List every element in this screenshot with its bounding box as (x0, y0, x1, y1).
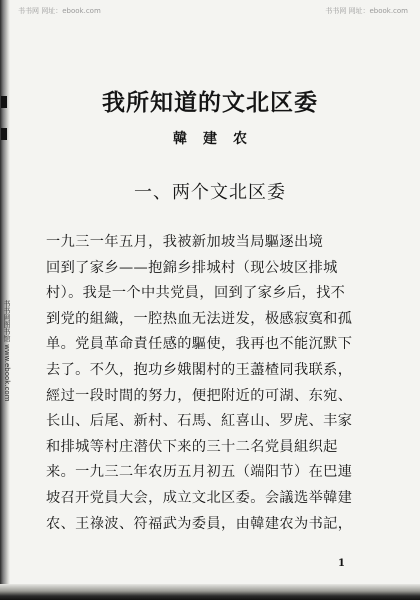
author-name: 韓建农 (173, 131, 263, 147)
body-line: 来。一九三二年农历五月初五（端阳节）在巴連 (46, 464, 353, 481)
body-line: 和排城等村庄潜伏下来的三十二名党員組织起 (46, 438, 338, 455)
page-number: 1 (338, 558, 345, 569)
section-heading: 一、两个文北区委 (134, 182, 286, 203)
page-bottom-edge (0, 584, 420, 600)
body-line: 到党的組織，一腔热血无法迸发，极感寂寞和孤 (46, 310, 353, 327)
top-watermark-left: 书书网 网址：ebook.com (18, 7, 101, 15)
top-watermark-right: 书书网 网址：ebook.com (325, 7, 408, 15)
body-line: 去了。不久，抱功乡娥閣村的王藎楂同我联系， (46, 361, 353, 378)
body-line: 农、王祿波、符福武为委員，由韓建农为书記， (46, 515, 353, 532)
article-title: 我所知道的文北区委 (102, 89, 318, 116)
body-line: 村）。我是一个中共党員，回到了家乡后，找不 (46, 285, 346, 302)
body-line: 长山、后尾、新村、石馬、紅喜山、罗虎、丰家 (46, 413, 353, 430)
side-watermark: 书书网图书馆 www.ebook.com (3, 300, 11, 402)
body-line: 經过一段时間的努力，便把附近的可湖、东宛、 (46, 387, 353, 404)
top-watermark (18, 6, 408, 16)
body-line: 单。党員革命責任感的驅使，我再也不能沉默下 (46, 336, 353, 353)
body-text (46, 230, 396, 537)
body-line: 坡召开党員大会，成立文北区委。会議选举韓建 (46, 489, 353, 506)
body-line: 一九三一年五月，我被新加坡当局驅逐出境 (46, 234, 324, 250)
body-line: 回到了家乡——抱錦乡排城村（现公坡区排城 (46, 259, 338, 276)
